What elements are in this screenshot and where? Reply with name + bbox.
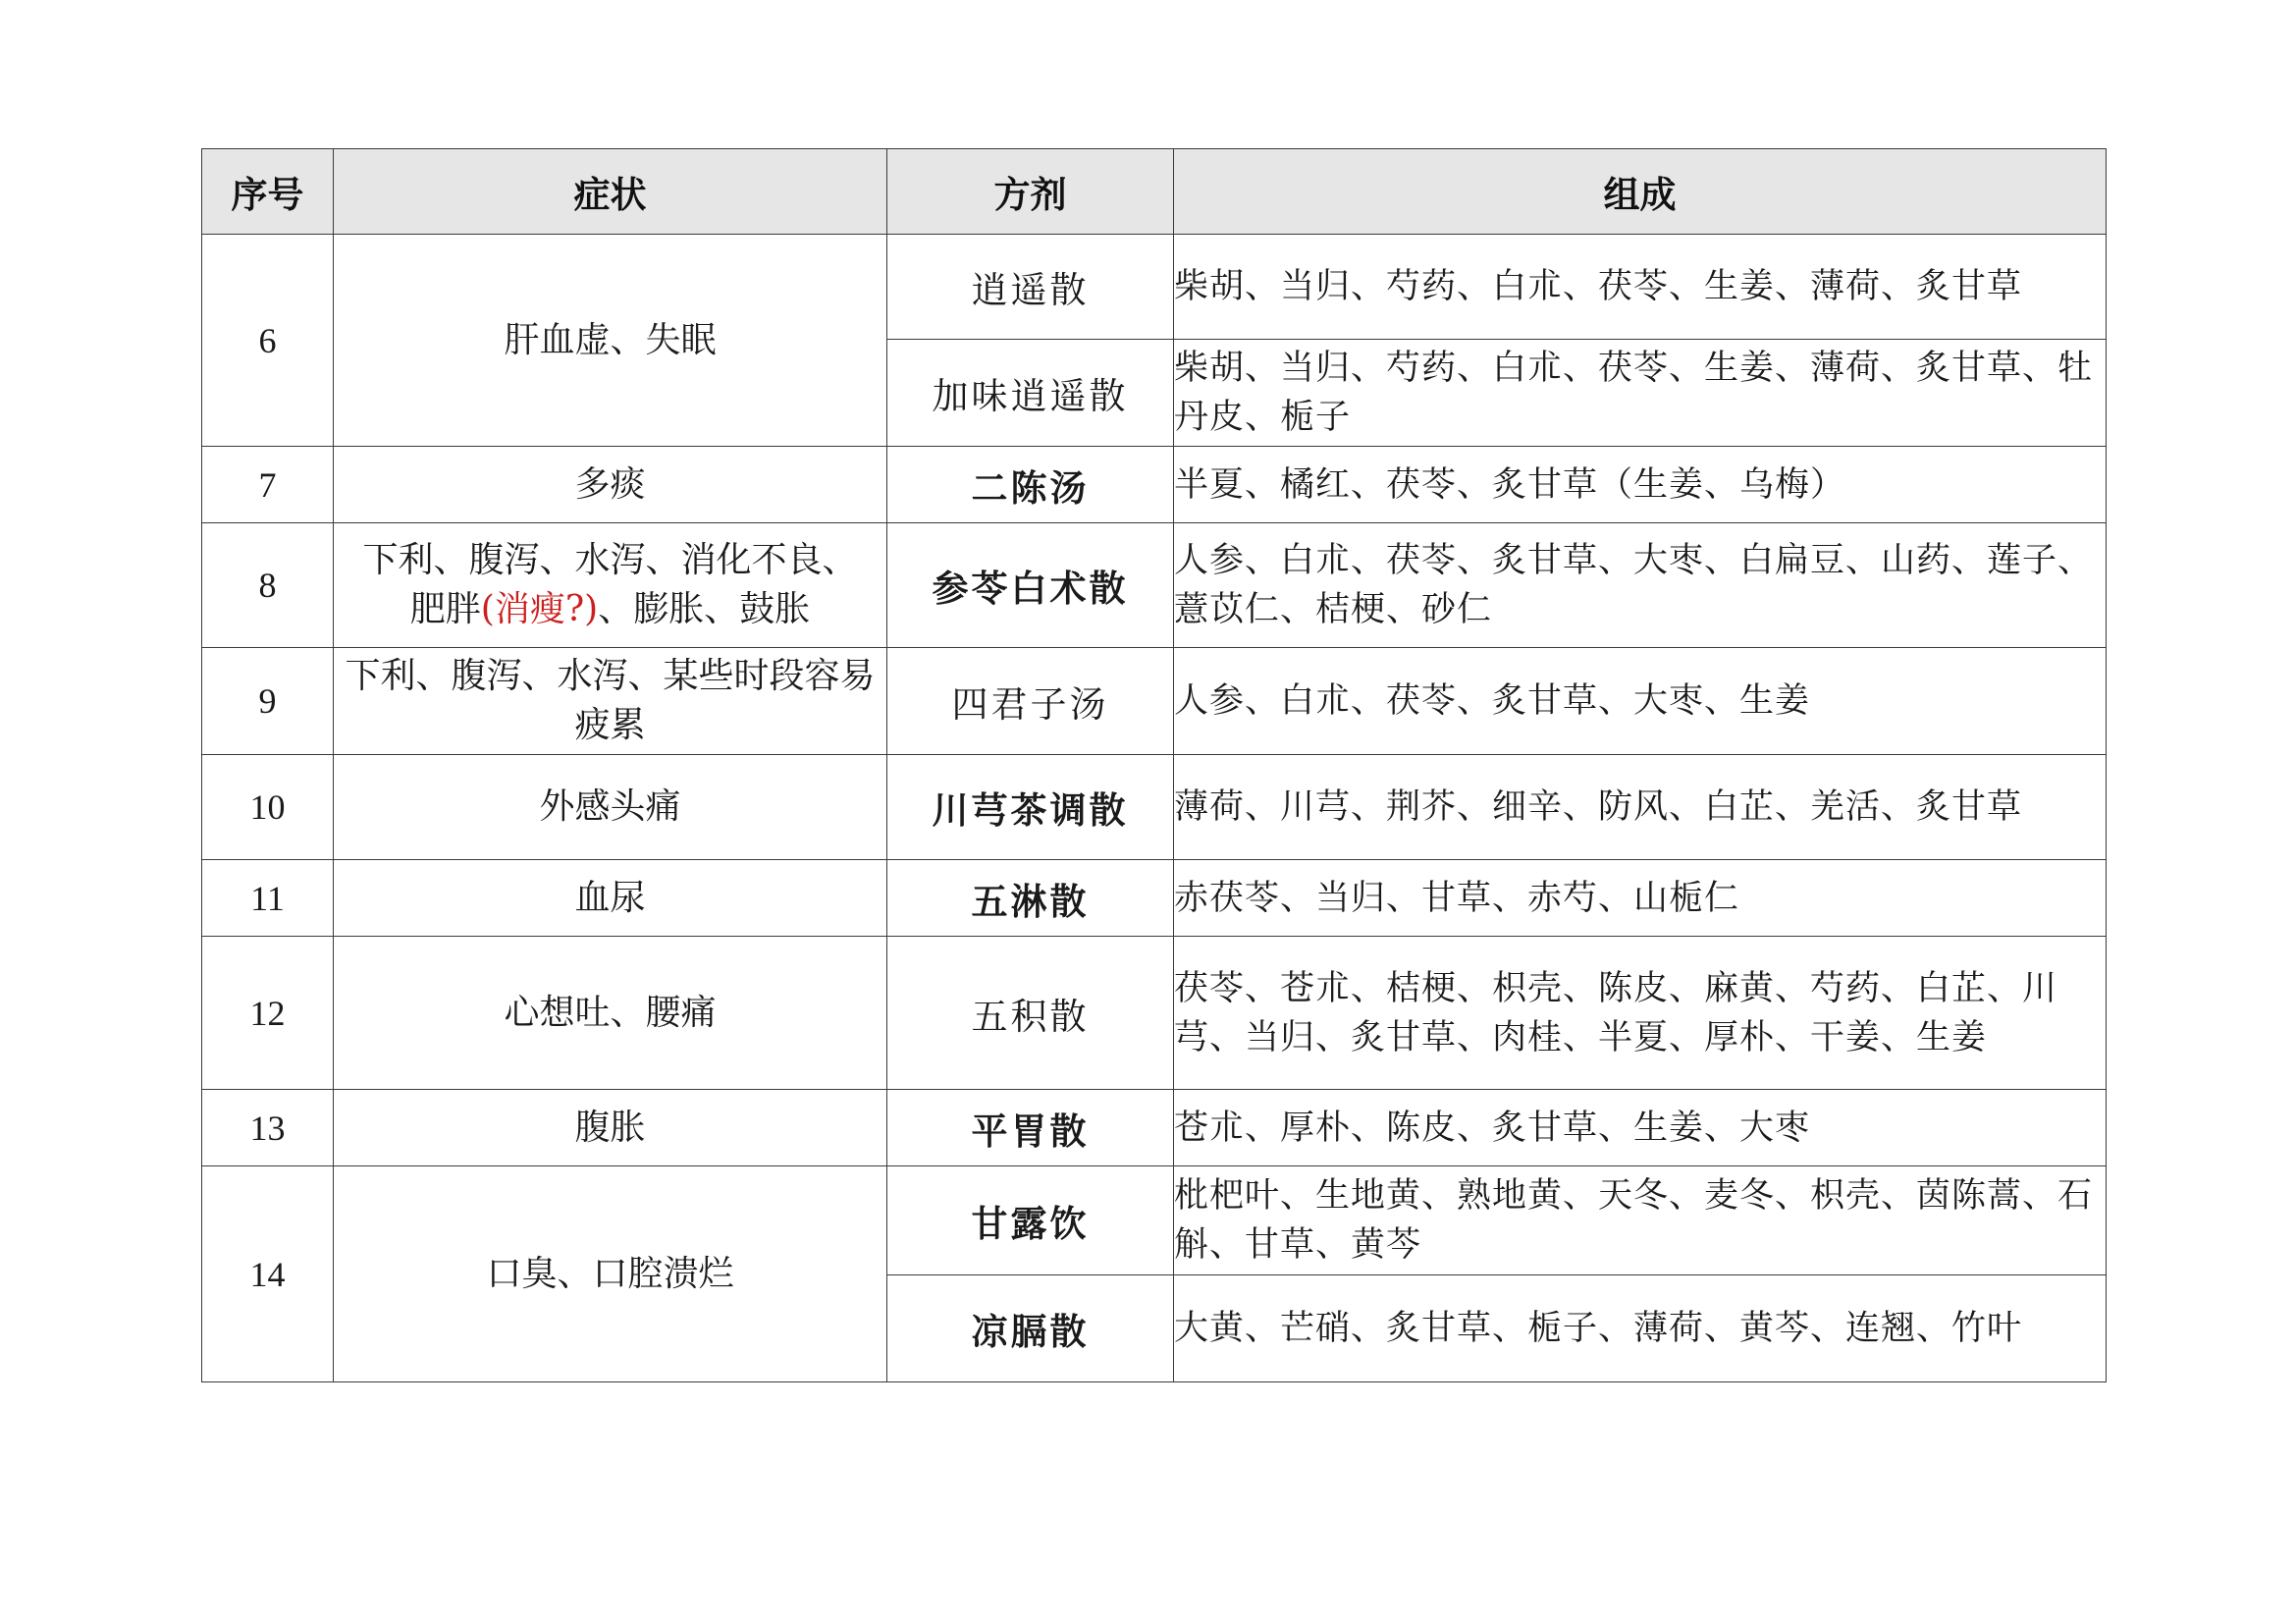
formula-name: 参苓白术散 [887,523,1174,648]
composition-cell: 苍朮、厚朴、陈皮、炙甘草、生姜、大枣 [1174,1090,2107,1166]
header-composition: 组成 [1174,149,2107,235]
symptom-cell [334,523,887,648]
row-number: 10 [202,755,334,860]
symptom-cell: 口臭、口腔溃烂 [334,1166,887,1382]
table-row [202,648,2107,755]
table-header [202,149,2107,235]
header-formula: 方剂 [887,149,1174,235]
symptom-cell: 多痰 [334,447,887,523]
header-symptom: 症状 [334,149,887,235]
composition-cell: 大黄、芒硝、炙甘草、栀子、薄荷、黄芩、连翘、竹叶 [1174,1275,2107,1382]
composition-cell: 人参、白朮、茯苓、炙甘草、大枣、生姜 [1174,648,2107,755]
formula-name: 二陈汤 [887,447,1174,523]
symptom-cell: 心想吐、腰痛 [334,937,887,1090]
row-number: 13 [202,1090,334,1166]
symptom-line-2-post: 、膨胀、鼓胀 [598,589,811,629]
table-row [202,447,2107,523]
header-row [202,149,2107,235]
row-number: 12 [202,937,334,1090]
table-row [202,235,2107,340]
row-number: 11 [202,860,334,937]
symptom-line-2-pre: 肥胖 [409,589,481,629]
table-row [202,755,2107,860]
row-number: 8 [202,523,334,648]
table-body [202,235,2107,1382]
formula-name: 五淋散 [887,860,1174,937]
table-row [202,860,2107,937]
formula-name: 川芎茶调散 [887,755,1174,860]
formula-name: 五积散 [887,937,1174,1090]
formula-name: 四君子汤 [887,648,1174,755]
symptom-cell: 肝血虚、失眠 [334,235,887,447]
composition-cell: 人参、白朮、茯苓、炙甘草、大枣、白扁豆、山药、莲子、薏苡仁、桔梗、砂仁 [1174,523,2107,648]
table-row [202,1090,2107,1166]
row-number: 9 [202,648,334,755]
row-number: 6 [202,235,334,447]
row-number: 14 [202,1166,334,1382]
table-row [202,523,2107,648]
formula-name: 甘露饮 [887,1166,1174,1275]
composition-cell: 薄荷、川芎、荆芥、细辛、防风、白芷、羌活、炙甘草 [1174,755,2107,860]
formula-name: 平胃散 [887,1090,1174,1166]
symptom-cell: 外感头痛 [334,755,887,860]
composition-cell: 枇杷叶、生地黄、熟地黄、天冬、麦冬、枳壳、茵陈蒿、石斛、甘草、黄芩 [1174,1166,2107,1275]
row-number: 7 [202,447,334,523]
composition-cell: 茯苓、苍朮、桔梗、枳壳、陈皮、麻黄、芍药、白芷、川芎、当归、炙甘草、肉桂、半夏、厚朴、干姜、生姜 [1174,937,2107,1090]
symptom-line-1: 下利、腹泻、水泻、消化不良、 [362,540,858,580]
table-row [202,1166,2107,1275]
symptom-cell: 血尿 [334,860,887,937]
table-row [202,937,2107,1090]
symptom-red-note: (消瘦?) [480,589,599,629]
composition-cell: 赤茯苓、当归、甘草、赤芍、山栀仁 [1174,860,2107,937]
formula-name: 加味逍遥散 [887,340,1174,447]
formula-table [201,148,2107,1382]
formula-name: 凉膈散 [887,1275,1174,1382]
formula-name: 逍遥散 [887,235,1174,340]
header-num: 序号 [202,149,334,235]
symptom-cell: 下利、腹泻、水泻、某些时段容易疲累 [334,648,887,755]
composition-cell: 柴胡、当归、芍药、白朮、茯苓、生姜、薄荷、炙甘草 [1174,235,2107,340]
composition-cell: 柴胡、当归、芍药、白朮、茯苓、生姜、薄荷、炙甘草、牡丹皮、栀子 [1174,340,2107,447]
composition-cell: 半夏、橘红、茯苓、炙甘草（生姜、乌梅） [1174,447,2107,523]
symptom-cell: 腹胀 [334,1090,887,1166]
